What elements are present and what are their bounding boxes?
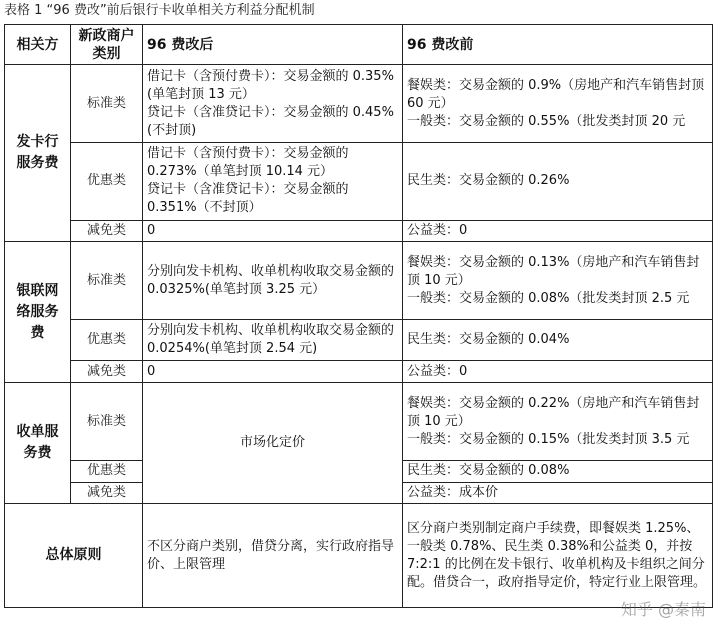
category-cell: 减免类 [71,482,143,504]
category-cell: 标准类 [71,383,143,461]
fee-distribution-table [4,24,713,608]
category-cell: 标准类 [71,242,143,320]
table-caption: 表格 1 “96 费改”前后银行卡收单相关方利益分配机制 [4,3,315,18]
party-acquiring-fee: 收单服务费 [5,383,71,504]
after-cell: 借记卡（含预付费卡）：交易金额的 0.273%（单笔封顶 10.14 元） 贷记卡（含准贷记卡）：交易金额的 0.351%（不封顶） [143,143,403,221]
after-cell: 0 [143,361,403,383]
header-party: 相关方 [5,25,71,65]
party-issuer-fee: 发卡行服务费 [5,65,71,242]
category-cell: 减免类 [71,220,143,242]
after-merged-cell: 市场化定价 [143,383,403,504]
before-cell: 民生类：交易金额的 0.26% [403,143,713,221]
table-row [5,65,713,143]
category-cell: 减免类 [71,361,143,383]
table-row [5,383,713,461]
table-row [5,320,713,361]
before-cell: 餐娱类：交易金额的 0.9%（房地产和汽车销售封顶 60 元） 一般类：交易金额的 0.55%（批发类封顶 20 元 [403,65,713,143]
header-category: 新政商户类别 [71,25,143,65]
after-cell: 0 [143,220,403,242]
party-principle: 总体原则 [5,504,143,608]
before-cell: 民生类：交易金额的 0.04% [403,320,713,361]
category-cell: 标准类 [71,65,143,143]
table-row [5,143,713,221]
before-cell: 公益类：成本价 [403,482,713,504]
table-row [5,361,713,383]
after-cell: 借记卡（含预付费卡）：交易金额的 0.35%(单笔封顶 13 元） 贷记卡（含准贷记卡）：交易金额的 0.45%(不封顶) [143,65,403,143]
before-cell: 公益类：0 [403,220,713,242]
before-cell: 公益类：0 [403,361,713,383]
principle-after-cell: 不区分商户类别，借贷分离，实行政府指导价、上限管理 [143,504,403,608]
before-cell: 餐娱类：交易金额的 0.22%（房地产和汽车销售封顶 10 元） 一般类：交易金额的 0.15%（批发类封顶 3.5 元 [403,383,713,461]
watermark: 知乎 @秦南 [620,600,706,619]
after-cell: 分别向发卡机构、收单机构收取交易金额的 0.0254%(单笔封顶 2.54 元) [143,320,403,361]
table-row [5,242,713,320]
header-row [5,25,713,65]
before-cell: 餐娱类：交易金额的 0.13%（房地产和汽车销售封顶 10 元） 一般类：交易金额的 0.08%（批发类封顶 2.5 元 [403,242,713,320]
header-after: 96 费改后 [143,25,403,65]
category-cell: 优惠类 [71,460,143,482]
header-before: 96 费改前 [403,25,713,65]
after-cell: 分别向发卡机构、收单机构收取交易金额的 0.0325%(单笔封顶 3.25 元） [143,242,403,320]
category-cell: 优惠类 [71,143,143,221]
table-row [5,504,713,608]
category-cell: 优惠类 [71,320,143,361]
party-network-fee: 银联网络服务费 [5,242,71,383]
before-cell: 民生类：交易金额的 0.08% [403,460,713,482]
table-row [5,220,713,242]
principle-before-cell: 区分商户类别制定商户手续费，即餐娱类 1.25%、一般类 0.78%、民生类 0.38%和公益类 0，并按 7:2:1 的比例在发卡银行、收单机构及卡组织之间分配。借贷合一，政府指导定价，特定行业上限管理。 [403,504,713,608]
